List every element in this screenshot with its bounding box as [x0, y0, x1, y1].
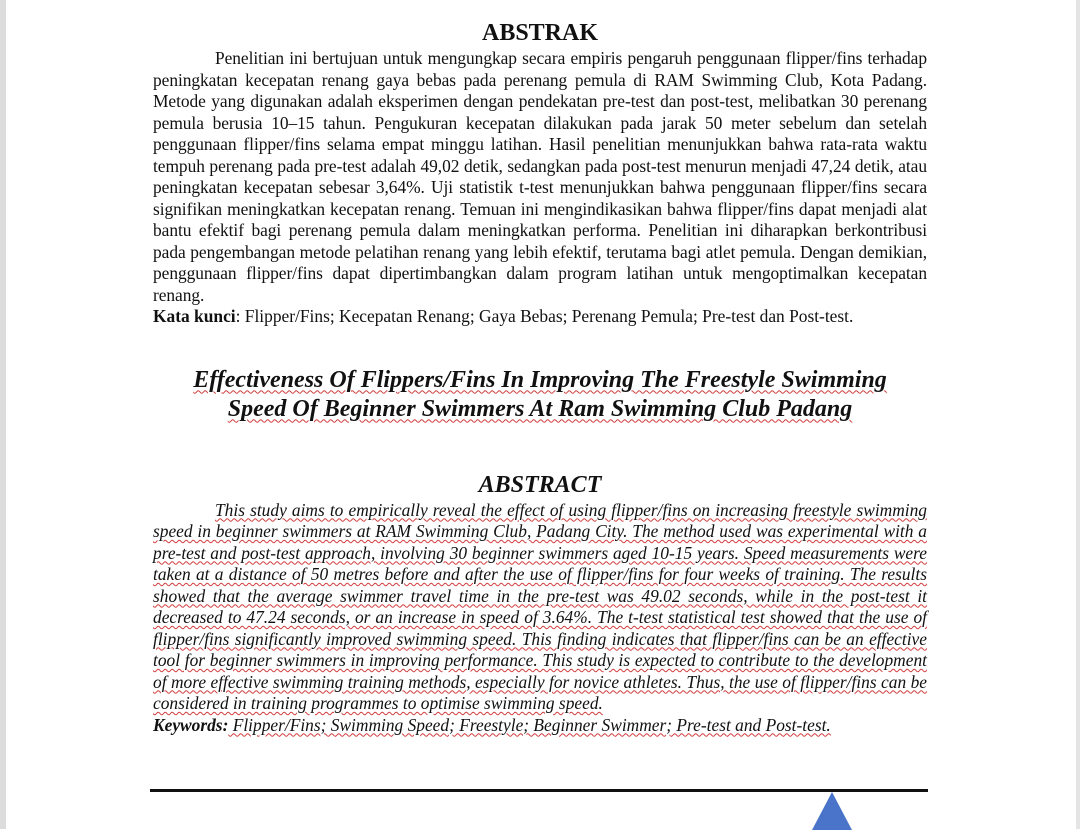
abstrak-body[interactable]: Penelitian ini bertujuan untuk mengungkap secara empiris pengaruh penggunaan flipper/fins terhadap peningkatan kecepatan renang gaya bebas pada perenang pemula di RAM Swimming Club, Kota Padang. Metode yang digunakan adalah eksperimen dengan pendekatan pre-test dan post-test, melibatkan 30 perenang pemula berusia 10–15 tahun. Pengukuran kecepatan dilakukan pada jarak 50 meter sebelum dan setelah penggunaan flipper/fins selama empat minggu latihan. Hasil penelitian menunjukkan bahwa rata-rata waktu tempuh perenang pada pre-test adalah 49,02 detik, sedangkan pada post-test menurun menjadi 47,24 detik, atau peningkatan kecepatan sebesar 3,64%. Uji statistik t-test menunjukkan bahwa penggunaan flipper/fins secara signifikan meningkatkan kecepatan renang. Temuan ini mengindikasikan bahwa flipper/fins dapat menjadi alat bantu efektif bagi perenang pemula dalam meningkatkan performa. Penelitian ini diharapkan berkontribusi pada pengembangan metode pelatihan renang yang lebih efektif, terutama bagi atlet pemula. Dengan demikian, penggunaan flipper/fins dapat dipertimbangkan dalam program latihan untuk mengoptimalkan kecepatan renang.: [153, 48, 927, 305]
kata-kunci-text: : Flipper/Fins; Kecepatan Renang; Gaya Bebas; Perenang Pemula; Pre-test dan Post-test.: [235, 306, 854, 326]
abstrak-heading: ABSTRAK: [481, 20, 599, 46]
selection-handle-icon[interactable]: [812, 792, 852, 830]
abstract-body[interactable]: [153, 500, 927, 715]
keywords-line[interactable]: [153, 715, 927, 737]
abstract-body-text: This study aims to empirically reveal the effect of using flipper/fins on increasing freestyle swimming speed in beginner swimmers at RAM Swimming Club, Padang City. The method used was experimental with a pre-test and post-test approach, involving 30 beginner swimmers aged 10-15 years. Speed measurements were taken at a distance of 50 metres before and after the use of flipper/fins for four weeks of training. The results showed that the average swimmer travel time in the pre-test was 49.02 seconds, while in the post-test it decreased to 47.24 seconds, or an increase in speed of 3.64%. The t-test statistical test showed that the use of flipper/fins significantly improved swimming speed. This finding indicates that flipper/fins can be an effective tool for beginner swimmers in improving performance. This study is expected to contribute to the development of more effective swimming training methods, especially for novice athletes. Thus, the use of flipper/fins can be considered in training programmes to optimise swimming speed.: [153, 499, 927, 713]
keywords-text: Flipper/Fins; Swimming Speed; Freestyle; Beginner Swimmer; Pre-test and Post-test.: [228, 714, 831, 735]
page-edge-right: [1076, 0, 1080, 829]
english-title-line2: Speed Of Beginner Swimmers At Ram Swimming Club Padang: [227, 395, 853, 422]
english-title[interactable]: [153, 366, 927, 424]
english-title-line1: Effectiveness Of Flippers/Fins In Improving The Freestyle Swimming: [193, 366, 887, 393]
document-page[interactable]: [153, 18, 927, 736]
kata-kunci-line[interactable]: [153, 306, 927, 328]
keywords-label: Keywords:: [153, 714, 229, 735]
page-edge-left: [0, 0, 6, 829]
abstract-heading: ABSTRACT: [478, 471, 602, 498]
kata-kunci-label: Kata kunci: [153, 306, 236, 326]
